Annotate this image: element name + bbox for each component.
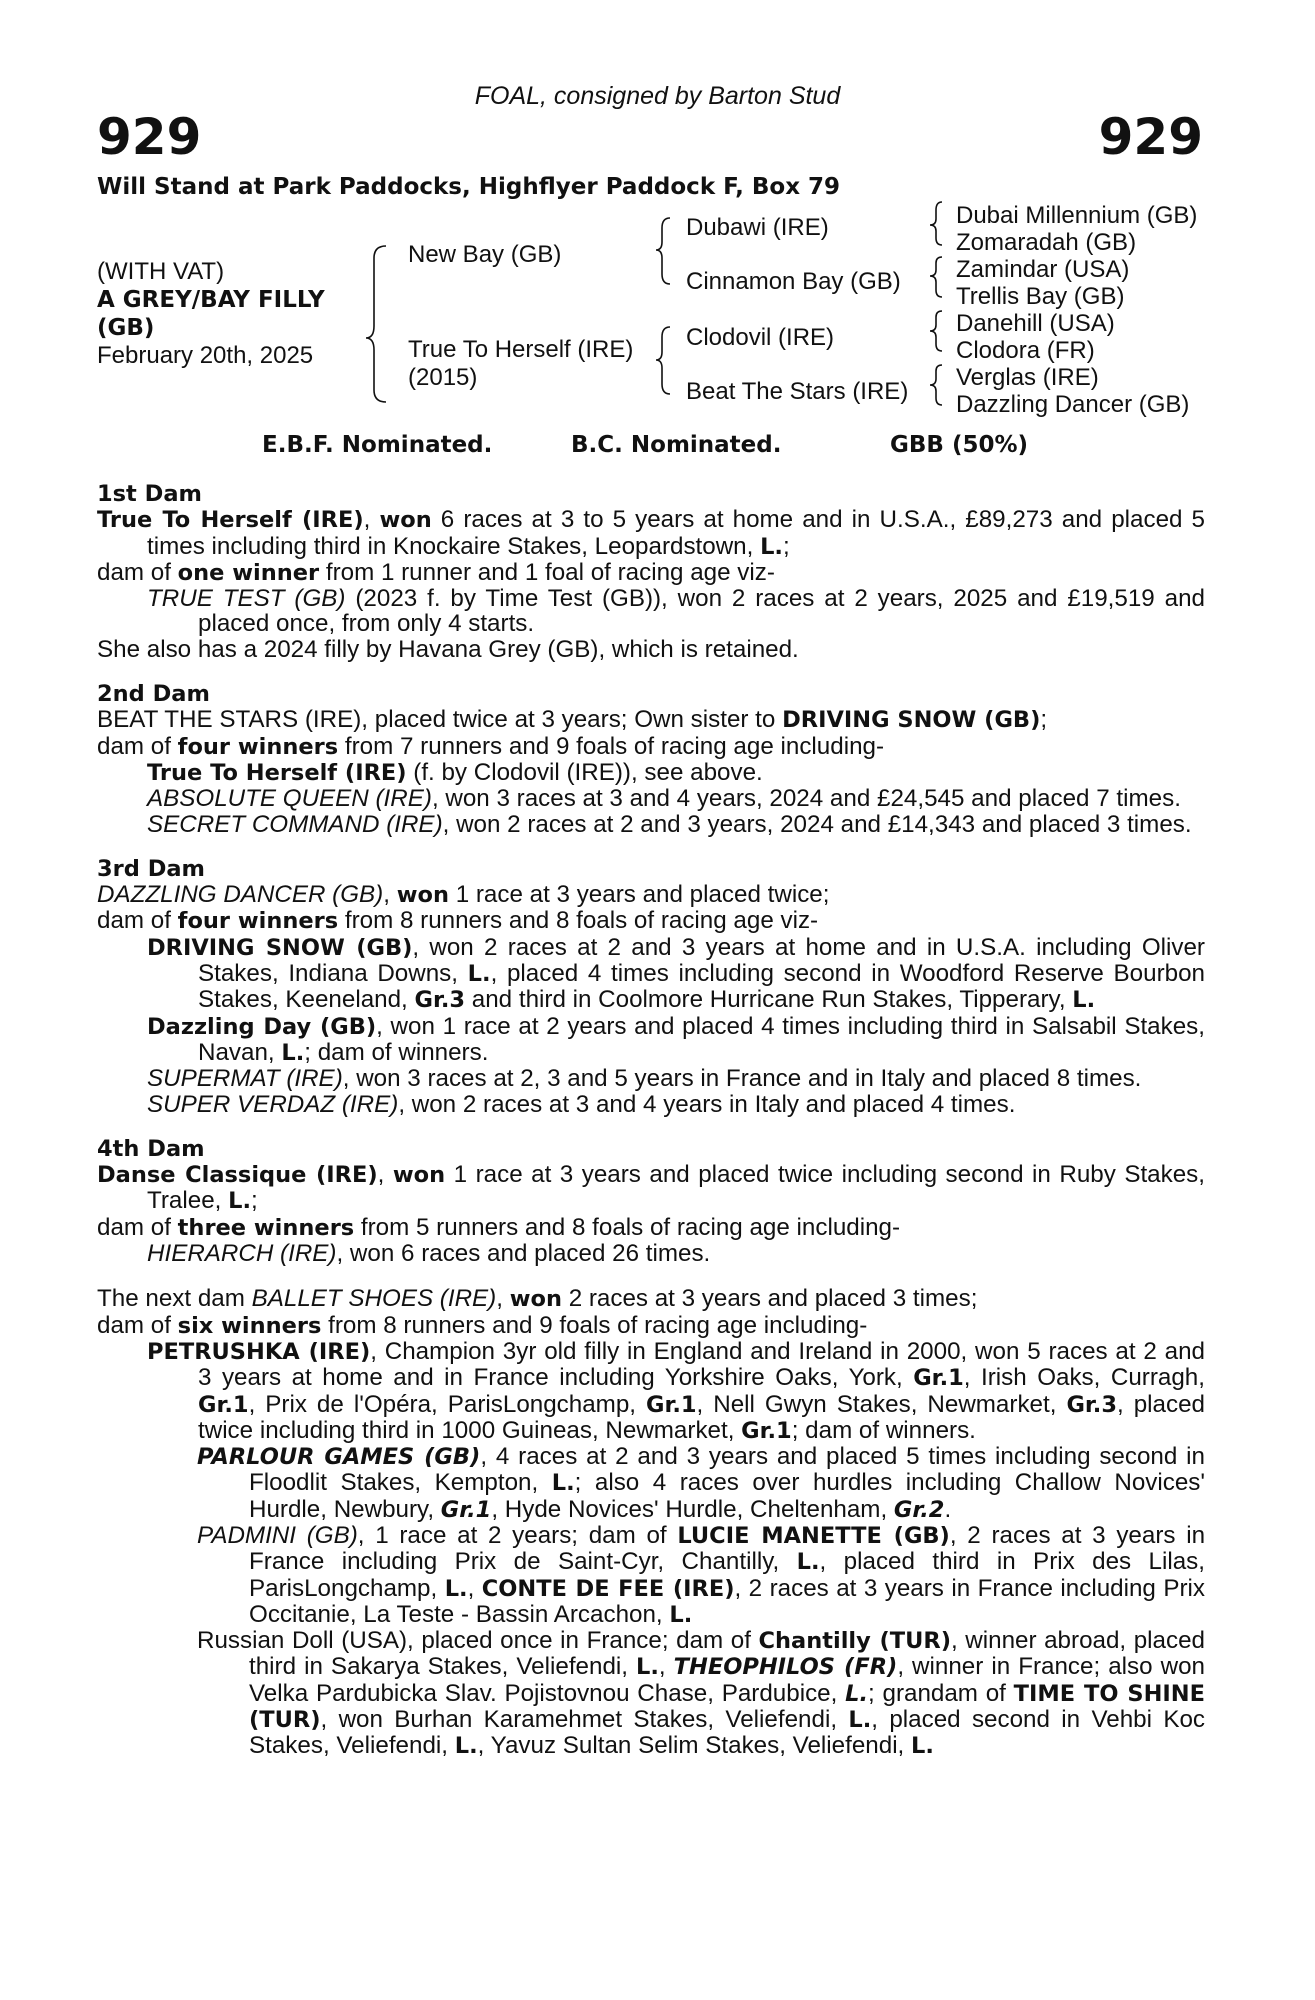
ebf-nomination: E.B.F. Nominated. bbox=[262, 432, 493, 458]
dam-name: True To Herself (IRE) bbox=[97, 507, 364, 534]
listed-mark: L. bbox=[281, 1039, 305, 1066]
listed-mark: L. bbox=[796, 1549, 820, 1576]
fifth-dam-record bbox=[97, 1286, 1205, 1312]
winners-count: one winner bbox=[177, 559, 320, 586]
pedigree-dam bbox=[408, 336, 633, 392]
listed-mark: L. bbox=[636, 1654, 659, 1681]
group-mark: Gr.1 bbox=[741, 1417, 792, 1444]
group-mark: Gr.1 bbox=[440, 1496, 492, 1523]
text: The next dam bbox=[97, 1285, 252, 1313]
bc-nomination: B.C. Nominated. bbox=[571, 432, 782, 458]
text: , won 1 race at 2 years and placed 4 times including third in Salsabil Stakes, Navan, bbox=[198, 1012, 1205, 1066]
produce-entry bbox=[97, 586, 1205, 637]
text: , Irish Oaks, Curragh, bbox=[963, 1364, 1205, 1392]
pedigree-sds: Zamindar (USA) bbox=[956, 256, 1130, 283]
grandproduce-name: CONTE DE FEE (IRE) bbox=[481, 1575, 735, 1602]
first-dam-produce-summary bbox=[97, 560, 1205, 586]
winners-count: four winners bbox=[177, 733, 339, 760]
listed-mark: L. bbox=[467, 961, 491, 988]
text: ; bbox=[1040, 706, 1048, 734]
listed-mark: L. bbox=[444, 1575, 468, 1602]
pedigree-ddd: Dazzling Dancer (GB) bbox=[956, 391, 1190, 418]
text: , won 3 races at 2, 3 and 5 years in France and in Italy and placed 8 times. bbox=[342, 1065, 1142, 1093]
text: dam of bbox=[97, 732, 178, 760]
text: , placed second in Vehbi Koc Stakes, Veliefendi, bbox=[249, 1706, 1205, 1760]
catalogue-body bbox=[97, 482, 1205, 1760]
won: won bbox=[396, 882, 449, 909]
pedigree-dss: Danehill (USA) bbox=[956, 310, 1115, 337]
text: , Hyde Novices' Hurdle, Cheltenham, bbox=[491, 1495, 894, 1523]
pedigree-dam-year: (2015) bbox=[408, 364, 478, 391]
text: from 8 runners and 9 foals of racing age including- bbox=[321, 1311, 868, 1339]
text: , 1 race at 2 years; dam of bbox=[357, 1521, 678, 1549]
text: , 2 races at 3 years in France including Prix Occitanie, La Teste - Bassin Arcachon, bbox=[249, 1574, 1205, 1628]
listed-mark: L. bbox=[911, 1733, 934, 1760]
lot-number-left: 929 bbox=[97, 108, 202, 166]
text: 1 race at 3 years and placed twice; bbox=[448, 881, 830, 909]
third-dam-heading: 3rd Dam bbox=[97, 855, 205, 882]
won: won bbox=[509, 1286, 562, 1313]
sep: , bbox=[383, 881, 397, 909]
text: BEAT THE STARS (IRE), placed twice at 3 years; Own sister to bbox=[97, 706, 783, 734]
text: , winner in France; also won Velka Pardubicka Slav. Pojistovnou Chase, Pardubice, bbox=[249, 1653, 1205, 1707]
produce-entry bbox=[97, 1092, 1205, 1117]
second-dam-record bbox=[97, 707, 1205, 733]
text: , won 2 races at 3 and 4 years in Italy and placed 4 times. bbox=[398, 1090, 1016, 1118]
produce-entry-petrushka bbox=[97, 1339, 1205, 1444]
listed-mark: L. bbox=[228, 1188, 251, 1215]
listed-mark: L. bbox=[845, 1680, 868, 1707]
text: , 2 races at 3 years in France including Prix de Saint-Cyr, Chantilly, bbox=[249, 1521, 1206, 1576]
first-dam-record bbox=[97, 507, 1205, 560]
pedigree-sire-sire: Dubawi (IRE) bbox=[686, 214, 829, 241]
group-mark: Gr.1 bbox=[645, 1391, 697, 1418]
text: ; dam of winners. bbox=[304, 1038, 489, 1066]
third-dam-produce-summary bbox=[97, 908, 1205, 934]
produce-name: SUPER VERDAZ (IRE) bbox=[147, 1090, 399, 1118]
won: won bbox=[392, 1162, 446, 1189]
text: (2023 f. by Time Test (GB)), won 2 races at 2 years, 2025 and £19,519 and placed once, from only 4 starts. bbox=[198, 585, 1205, 638]
group-mark: Gr.3 bbox=[414, 987, 466, 1014]
text: , won 2 races at 2 and 3 years at home and in U.S.A. including Oliver Stakes, Indiana Downs, bbox=[198, 933, 1205, 988]
sep: , bbox=[363, 506, 380, 534]
horse-origin: (GB) bbox=[97, 315, 155, 341]
produce-name: DRIVING SNOW (GB) bbox=[147, 934, 413, 961]
text: dam of bbox=[97, 1311, 178, 1339]
gbb-note: GBB (50%) bbox=[890, 432, 1029, 458]
grandproduce-name: Chantilly (TUR) bbox=[758, 1628, 951, 1655]
produce-name: SUPERMAT (IRE) bbox=[147, 1065, 343, 1093]
winners-count: four winners bbox=[177, 908, 339, 935]
sep: , bbox=[496, 1285, 510, 1313]
produce-entry bbox=[97, 1014, 1205, 1067]
dam-name: Danse Classique (IRE) bbox=[97, 1162, 378, 1189]
produce-name: HIERARCH (IRE) bbox=[147, 1240, 337, 1268]
text: , placed third in Prix des Lilas, ParisLongchamp, bbox=[249, 1548, 1205, 1602]
text: , Nell Gwyn Stakes, Newmarket, bbox=[696, 1390, 1067, 1418]
produce-name: ABSOLUTE QUEEN (IRE) bbox=[147, 785, 432, 813]
text: (f. by Clodovil (IRE)), see above. bbox=[406, 758, 763, 786]
produce-name: PETRUSHKA (IRE) bbox=[147, 1338, 371, 1365]
text: , 4 races at 2 and 3 years and placed 5 times including second in Floodlit Stakes, Kempton, bbox=[249, 1443, 1205, 1497]
listed-mark: L. bbox=[551, 1470, 575, 1497]
text: , placed twice including third in 1000 Guineas, Newmarket, bbox=[198, 1390, 1205, 1444]
second-dam-produce-summary bbox=[97, 734, 1205, 760]
lot-number-right: 929 bbox=[1098, 108, 1203, 166]
text: from 8 runners and 8 foals of racing age viz- bbox=[338, 907, 819, 935]
text: dam of bbox=[97, 558, 178, 586]
text: , Prix de l'Opéra, ParisLongchamp, bbox=[248, 1390, 646, 1418]
won: won bbox=[379, 507, 432, 534]
date-of-birth: February 20th, 2025 bbox=[97, 342, 314, 369]
fourth-dam-heading: 4th Dam bbox=[97, 1135, 205, 1162]
pedigree-sire-dam: Cinnamon Bay (GB) bbox=[686, 268, 901, 295]
vat-note: (WITH VAT) bbox=[97, 258, 225, 285]
text: . bbox=[944, 1495, 952, 1523]
pedigree-sire: New Bay (GB) bbox=[408, 241, 562, 268]
text: from 1 runner and 1 foal of racing age viz- bbox=[319, 558, 775, 586]
produce-name: PARLOUR GAMES (GB) bbox=[197, 1444, 481, 1471]
fourth-dam-produce-summary bbox=[97, 1215, 1205, 1241]
text: 1 race at 3 years and placed twice including second in Ruby Stakes, Tralee, bbox=[147, 1161, 1205, 1215]
text: 2 races at 3 years and placed 3 times; bbox=[561, 1285, 978, 1313]
produce-entry bbox=[97, 1066, 1205, 1091]
text: dam of bbox=[97, 907, 178, 935]
text: , won Burhan Karamehmet Stakes, Veliefendi, bbox=[320, 1706, 849, 1734]
third-dam-record bbox=[97, 882, 1205, 908]
consignor-line: FOAL, consigned by Barton Stud bbox=[474, 82, 841, 110]
sep: , bbox=[377, 1161, 393, 1189]
text: , won 6 races and placed 26 times. bbox=[336, 1240, 711, 1268]
text: ; grandam of bbox=[868, 1679, 1014, 1707]
produce-name: Dazzling Day (GB) bbox=[147, 1013, 377, 1040]
text: dam of bbox=[97, 1213, 178, 1241]
produce-name: SECRET COMMAND (IRE) bbox=[147, 810, 443, 838]
first-dam-heading: 1st Dam bbox=[97, 481, 202, 507]
produce-entry bbox=[97, 935, 1205, 1014]
pedigree-dam-dam: Beat The Stars (IRE) bbox=[686, 378, 909, 405]
dam-name: DAZZLING DANCER (GB) bbox=[97, 881, 384, 909]
second-dam-heading: 2nd Dam bbox=[97, 681, 210, 708]
text: , won 3 races at 3 and 4 years, 2024 and £24,545 and placed 7 times. bbox=[431, 785, 1181, 813]
pedigree-dds: Verglas (IRE) bbox=[956, 364, 1099, 391]
text: , bbox=[467, 1574, 482, 1602]
group-mark: Gr.2 bbox=[893, 1496, 945, 1523]
text: , bbox=[658, 1653, 674, 1681]
pedigree-dam-name: True To Herself (IRE) bbox=[408, 336, 634, 363]
produce-entry bbox=[97, 812, 1205, 837]
winners-count: six winners bbox=[177, 1312, 322, 1339]
pedigree-dam-sire: Clodovil (IRE) bbox=[686, 324, 835, 351]
text: , Yavuz Sultan Selim Stakes, Veliefendi, bbox=[477, 1732, 912, 1760]
listed-mark: L. bbox=[760, 533, 783, 560]
produce-entry bbox=[97, 760, 1205, 786]
pedigree-dsd: Clodora (FR) bbox=[956, 337, 1095, 364]
grandproduce-name: LUCIE MANETTE (GB) bbox=[677, 1522, 950, 1549]
produce-entry bbox=[97, 786, 1205, 811]
group-mark: Gr.1 bbox=[913, 1365, 964, 1392]
group-mark: Gr.1 bbox=[198, 1391, 249, 1418]
group-mark: Gr.3 bbox=[1066, 1391, 1117, 1418]
produce-entry bbox=[97, 1241, 1205, 1266]
produce-entry-russian-doll bbox=[97, 1628, 1205, 1759]
horse-name: A GREY/BAY FILLY bbox=[97, 287, 325, 313]
sibling-name: DRIVING SNOW (GB) bbox=[782, 707, 1041, 734]
text: , Champion 3yr old filly in England and Ireland in 2000, won 5 races at 2 and 3 years at home and in France including Yorkshire Oaks, York, bbox=[198, 1337, 1205, 1392]
text: ; dam of winners. bbox=[791, 1416, 976, 1444]
dam-name: BALLET SHOES (IRE) bbox=[251, 1285, 497, 1313]
text: and third in Coolmore Hurricane Run Stakes, Tipperary, bbox=[465, 986, 1073, 1014]
text: from 5 runners and 8 foals of racing age including- bbox=[354, 1213, 901, 1241]
stand-location: Will Stand at Park Paddocks, Highflyer Paddock F, Box 79 bbox=[97, 174, 841, 200]
text: , won 2 races at 2 and 3 years, 2024 and £14,343 and placed 3 times. bbox=[442, 810, 1192, 838]
fifth-dam-produce-summary bbox=[97, 1313, 1205, 1339]
produce-name: True To Herself (IRE) bbox=[147, 759, 407, 786]
text: ; bbox=[782, 532, 790, 560]
listed-mark: L. bbox=[1072, 987, 1096, 1014]
text: , placed 4 times including second in Woodford Reserve Bourbon Stakes, Keeneland, bbox=[198, 960, 1205, 1014]
text: Russian Doll (USA), placed once in France; dam of bbox=[197, 1627, 759, 1655]
listed-mark: L. bbox=[454, 1733, 478, 1760]
pedigree-sdd: Trellis Bay (GB) bbox=[956, 283, 1125, 310]
listed-mark: L. bbox=[669, 1601, 693, 1628]
produce-name: TRUE TEST (GB) bbox=[147, 585, 346, 613]
fourth-dam-record bbox=[97, 1162, 1205, 1215]
produce-name: PADMINI (GB) bbox=[197, 1521, 358, 1549]
listed-mark: L. bbox=[848, 1707, 872, 1734]
text: 6 races at 3 to 5 years at home and in U.S.A., £89,273 and placed 5 times including third in Knockaire Stakes, Leopardstown, bbox=[147, 506, 1206, 560]
text: ; bbox=[251, 1187, 258, 1215]
grandproduce-entry bbox=[97, 1444, 1205, 1523]
winners-count: three winners bbox=[177, 1214, 355, 1241]
grandproduce-name: TIME TO SHINE (TUR) bbox=[249, 1680, 1206, 1734]
pedigree-ssd: Zomaradah (GB) bbox=[956, 229, 1137, 256]
text: ; also 4 races over hurdles including Challow Novices' Hurdle, Newbury, bbox=[249, 1469, 1205, 1523]
text: from 7 runners and 9 foals of racing age including- bbox=[338, 732, 885, 760]
produce-entry-padmini bbox=[97, 1523, 1205, 1628]
text: , winner abroad, placed third in Sakarya Stakes, Veliefendi, bbox=[249, 1627, 1205, 1681]
first-dam-note: She also has a 2024 filly by Havana Grey (GB), which is retained. bbox=[97, 635, 799, 663]
pedigree-sss: Dubai Millennium (GB) bbox=[956, 202, 1198, 229]
grandproduce-name: THEOPHILOS (FR) bbox=[673, 1654, 898, 1681]
